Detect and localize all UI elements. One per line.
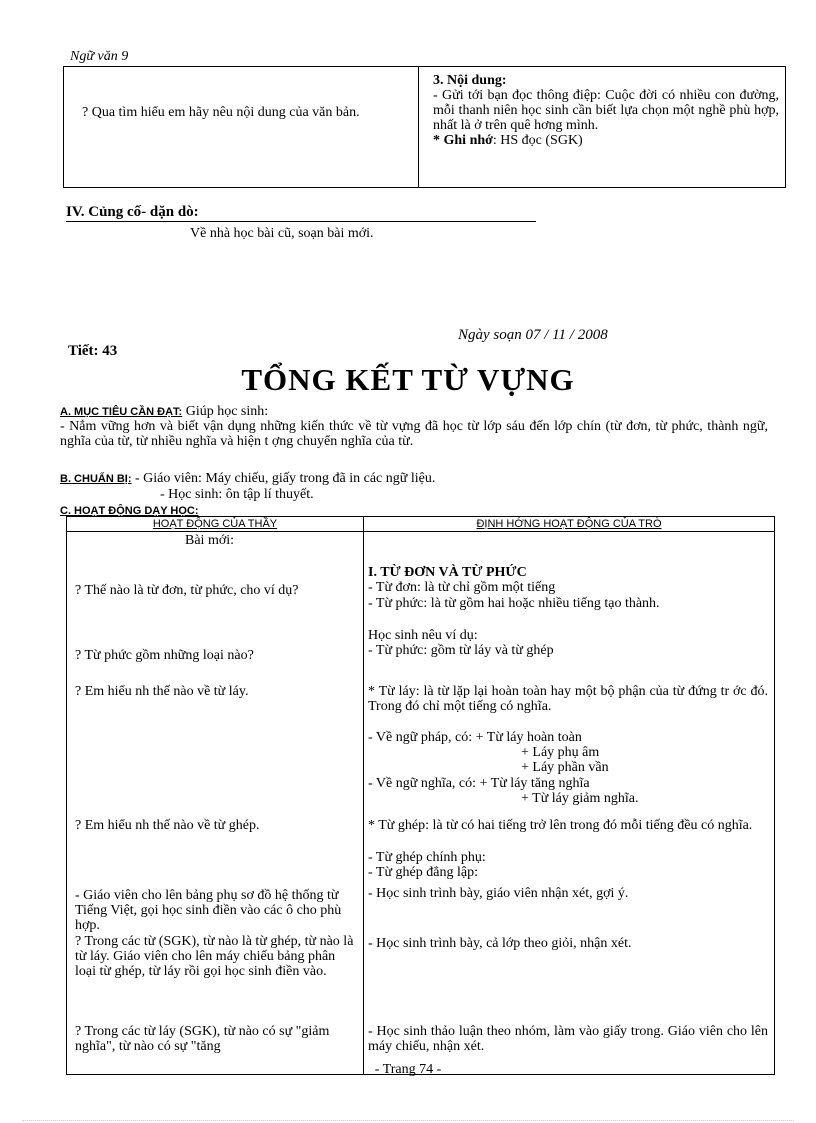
right-item-15: - Học sinh trình bày, cả lớp theo giỏi, nhận xét.: [368, 936, 632, 951]
teacher-column: [67, 532, 364, 1075]
section-a-body: - Nắm vững hơn và biết vận dụng những kiến thức về từ vựng đã học từ lớp sáu đến lớp chín (từ đơn, từ phức, thành ngữ, nghĩa của từ, từ nhiều nghĩa và hiện t ợng chuyển nghĩa của từ.: [60, 419, 768, 449]
top-table-content-cell: [419, 67, 786, 188]
content-body: - Gửi tới bạn đọc thông điệp: Cuộc đời có nhiều con đường, mỗi thanh niên học sinh cần biết lựa chọn một nghề phù hợp, nhất là ở trên quê hơng mình.: [433, 88, 779, 133]
lesson-date: Ngày soạn 07 / 11 / 2008: [458, 327, 608, 343]
left-item-0: Bài mới:: [185, 533, 235, 548]
left-item-5: - Giáo viên cho lên bảng phụ sơ đồ hệ thống từ Tiếng Việt, gọi học sinh điền vào các ô cho phù hợp.: [75, 888, 342, 933]
top-table-question-cell: [64, 67, 419, 188]
right-item-1: - Từ đơn: là từ chỉ gồm một tiếng: [368, 580, 556, 595]
main-table: [66, 516, 775, 1075]
left-item-7: ? Trong các từ láy (SGK), từ nào có sự "giảm nghĩa", từ nào có sự "tăng: [75, 1024, 330, 1054]
right-item-12: - Từ ghép chính phụ:: [368, 850, 486, 865]
right-item-0: I. TỪ ĐƠN VÀ TỪ PHỨC: [368, 565, 527, 580]
ghi-nho-label: * Ghi nhớ: [433, 133, 493, 148]
section4-heading: IV. Củng cố- dặn dò:: [66, 204, 536, 222]
right-item-4: - Từ phức: gồm từ láy và từ ghép: [368, 643, 554, 658]
section-b-label: B. CHUẨN BỊ:: [60, 473, 132, 485]
right-item-10: + Từ láy giảm nghĩa.: [521, 791, 639, 806]
section-b-teacher: - Giáo viên: Máy chiếu, giấy trong đã in các ngữ liệu.: [131, 471, 436, 486]
right-item-16: - Học sinh thảo luận theo nhóm, làm vào giấy trong. Giáo viên cho lên máy chiếu, nhận xét.: [368, 1024, 768, 1054]
right-item-3: Học sinh nêu ví dụ:: [368, 628, 478, 643]
lesson-tiet: Tiết: 43: [68, 343, 118, 359]
left-item-4: ? Em hiểu nh thế nào về từ ghép.: [75, 818, 260, 833]
right-item-6: - Về ngữ pháp, có: + Từ láy hoàn toàn: [368, 730, 582, 745]
section-b: [60, 471, 768, 487]
student-column: [364, 532, 775, 1075]
right-item-14: - Học sinh trình bày, giáo viên nhận xét, gợi ý.: [368, 886, 629, 901]
col-student-header: ĐỊNH HỚNG HOẠT ĐỘNG CỦA TRÒ: [364, 517, 775, 532]
col-teacher-header: HOẠT ĐỘNG CỦA THẦY: [67, 517, 364, 532]
right-item-8: + Láy phần vần: [521, 760, 609, 775]
right-item-9: - Về ngữ nghĩa, có: + Từ láy tăng nghĩa: [368, 776, 590, 791]
section-a-lead: Giúp học sinh:: [182, 404, 269, 419]
left-item-6: ? Trong các từ (SGK), từ nào là từ ghép, từ nào là từ láy. Giáo viên cho lên máy chiếu bảng phân loại từ ghép, từ láy rồi gọi học sinh điền vào.: [75, 934, 354, 979]
section-c-label: C. HOẠT ĐỘNG DẠY HỌC:: [60, 505, 199, 517]
right-item-2: - Từ phức: là từ gồm hai hoặc nhiều tiếng tạo thành.: [368, 596, 660, 611]
ghi-nho: [433, 133, 779, 148]
page-footer: - Trang 74 -: [374, 1062, 442, 1077]
section-a-label: A. MỤC TIÊU CẦN ĐẠT:: [60, 406, 183, 418]
left-item-3: ? Em hiểu nh thế nào về từ láy.: [75, 684, 249, 699]
right-item-7: + Láy phụ âm: [521, 745, 600, 760]
page-header-subject: Ngữ văn 9: [70, 49, 129, 64]
left-item-1: ? Thế nào là từ đơn, từ phức, cho ví dụ?: [75, 583, 299, 598]
right-item-5: * Từ láy: là từ lặp lại hoàn toàn hay một bộ phận của từ đứng tr ớc đó. Trong đó chỉ một tiếng có nghĩa.: [368, 684, 768, 714]
top-table: [63, 66, 786, 188]
question-text: ? Qua tìm hiểu em hãy nêu nội dung của văn bản.: [82, 105, 360, 120]
section-b-student: - Học sinh: ôn tập lí thuyết.: [160, 487, 314, 502]
right-item-11: * Từ ghép: là từ có hai tiếng trở lên trong đó mỗi tiếng đều có nghĩa.: [368, 818, 753, 833]
content-heading: 3. Nội dung:: [433, 73, 507, 88]
right-item-13: - Từ ghép đẳng lập:: [368, 865, 478, 880]
left-item-2: ? Từ phức gồm những loại nào?: [75, 648, 254, 663]
section-a: [60, 404, 768, 420]
ghi-nho-text: : HS đọc (SGK): [492, 133, 583, 148]
section4-text: Về nhà học bài cũ, soạn bài mới.: [190, 226, 374, 241]
bottom-divider: [22, 1120, 794, 1121]
lesson-title: TỔNG KẾT TỪ VỰNG: [241, 362, 575, 397]
